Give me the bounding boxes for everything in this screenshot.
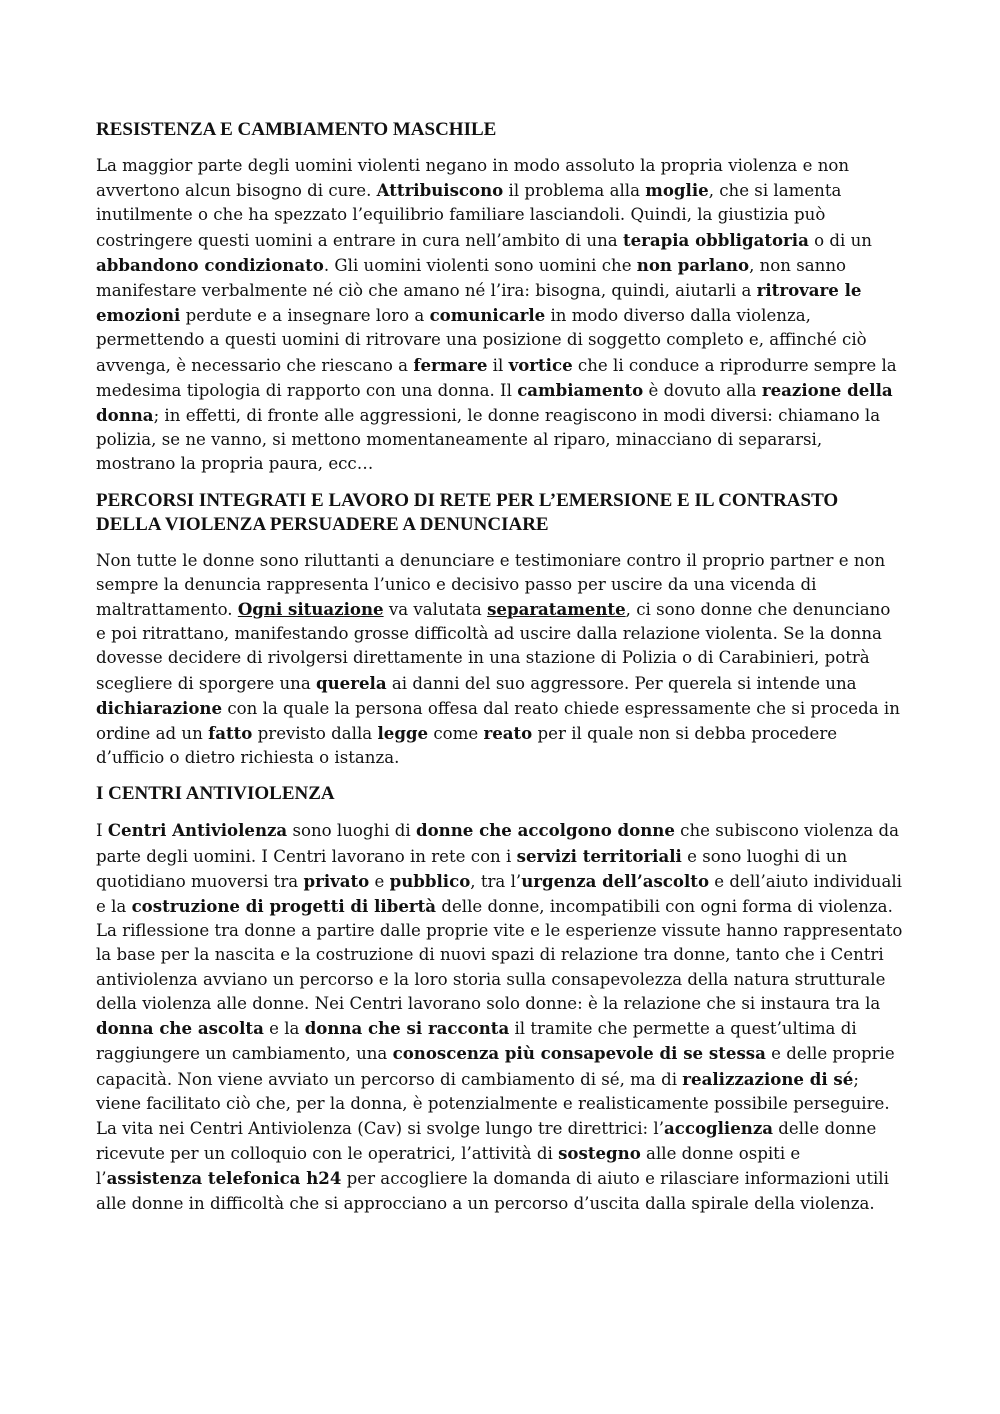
- bold-text: querela: [316, 672, 387, 693]
- text-run: , tra l’: [470, 871, 522, 891]
- text-run: o di un: [808, 230, 872, 250]
- text-run: e: [369, 871, 390, 891]
- bold-text: reato: [483, 723, 533, 744]
- bold-text: Centri Antiviolenza: [107, 820, 288, 841]
- bold-text: legge: [377, 723, 429, 744]
- text-run: delle donne, incompatibili con ogni forma di violenza. La riflessione tra donne a partire dalle proprie vite e le esperienze vissute hanno rappresentato la base per la nascita e la costruzione di nuovi spazi di relazione tra donne, tanto che i Centri antiviolenza avviano un percorso e la loro storia sulla consapevolezza della natura strutturale della violenza alle donne. Nei Centri lavorano solo donne: è la relazione che si instaura tra la: [96, 897, 903, 1013]
- bold-text: vortice: [508, 354, 573, 375]
- section-paragraph: [96, 549, 904, 771]
- text-run: il: [487, 355, 509, 375]
- bold-text: urgenza dell’ascolto: [521, 870, 710, 891]
- bold-text: non parlano: [636, 254, 750, 275]
- text-run: ; in effetti, di fronte alle aggressioni, le donne reagiscono in modi diversi: chiamano la polizia, se ne vanno, si mettono momentaneamente al riparo, minacciano di separarsi, mostrano la propria paura, ecc…: [96, 406, 881, 474]
- bold-text: ritrovare le emozioni: [96, 280, 862, 326]
- text-run: in modo diverso dalla violenza, permettendo a questi uomini di ritrovare una posizione di soggetto completo e, affinché ciò avvenga, è necessario che riescano a: [96, 306, 867, 375]
- text-run: il problema alla: [503, 181, 646, 201]
- text-run: delle donne ricevute per un colloquio con le operatrici, l’attività di: [96, 1118, 877, 1164]
- text-run: . Gli uomini violenti sono uomini che: [323, 255, 637, 275]
- text-run: e dell’aiuto individuali e la: [96, 871, 902, 917]
- text-run: ai danni del suo aggressore. Per querela si intende una: [386, 673, 857, 693]
- text-run: alle donne ospiti e l’: [96, 1144, 801, 1189]
- bold-text: servizi territoriali: [516, 845, 682, 866]
- bold-text: cambiamento: [517, 379, 644, 400]
- text-run: che li conduce a riprodurre sempre la medesima tipologia di rapporto con una donna. Il: [96, 355, 897, 400]
- text-run: come: [428, 724, 484, 744]
- bold-text: reazione della donna: [96, 379, 893, 426]
- text-run: che subiscono violenza da parte degli uomini. I Centri lavorano in rete con i: [96, 821, 900, 866]
- bold-text: pubblico: [389, 870, 471, 891]
- text-run: , non sanno manifestare verbalmente né ciò che amano né l’ira: bisogna, quindi, aiutarli a: [96, 255, 847, 301]
- bold-text: Attribuiscono: [376, 180, 504, 201]
- section-centri-antiviolenza: [96, 782, 904, 1215]
- text-run: con la quale la persona offesa dal reato chiede espressamente che si proceda in ordine ad un: [96, 698, 900, 744]
- text-run: va valutata: [383, 600, 488, 620]
- text-run: per accogliere la domanda di aiuto e rilasciare informazioni utili alle donne in difficoltà che si approcciano a un percorso d’uscita dalla spirale della violenza.: [96, 1169, 889, 1213]
- bold-text: privato: [303, 870, 370, 891]
- bold-text: fermare: [413, 354, 488, 375]
- text-run: Non tutte le donne sono riluttanti a denunciare e testimoniare contro il proprio partner e non sempre la denuncia rappresenta l’unico e decisivo passo per uscire da una vicenda di maltrattamento.: [96, 550, 886, 620]
- text-run: e sono luoghi di un quotidiano muoversi tra: [96, 846, 848, 891]
- text-run: ; viene facilitato ciò che, per la donna, è potenzialmente e realisticamente possibile perseguire. La vita nei Centri Antiviolenza (Cav) si svolge lungo tre direttrici: l’: [96, 1069, 890, 1138]
- bold-text: assistenza telefonica h24: [106, 1168, 342, 1189]
- text-run: , che si lamenta inutilmente o che ha spezzato l’equilibrio familiare lasciandoli. Quindi, la giustizia può costringere questi uomini a entrare in cura nell’ambito di una: [96, 181, 842, 250]
- underlined-bold-text: separatamente: [487, 599, 626, 620]
- section-percorsi-integrati: [96, 489, 904, 771]
- bold-text: donne che accolgono donne: [416, 820, 675, 841]
- bold-text: sostegno: [558, 1143, 641, 1164]
- text-run: , ci sono donne che denunciano e poi ritrattano, manifestando grosse difficoltà ad uscire dalla relazione violenta. Se la donna dovesse decidere di rivolgersi direttamente in una stazione di Polizia o di Carabinieri, potrà scegliere di sporgere una: [96, 600, 891, 693]
- text-run: e delle proprie capacità. Non viene avviato un percorso di cambiamento di sé, ma di: [96, 1044, 895, 1089]
- section-heading: I CENTRI ANTIVIOLENZA: [96, 783, 335, 805]
- bold-text: dichiarazione: [96, 697, 223, 718]
- document-page: [96, 118, 904, 1228]
- text-run: perdute e a insegnare loro a: [180, 306, 430, 326]
- bold-text: comunicarle: [429, 305, 546, 326]
- bold-text: fatto: [208, 723, 253, 744]
- bold-text: realizzazione di sé: [682, 1068, 854, 1089]
- text-run: per il quale non si debba procedere d’ufficio o dietro richiesta o istanza.: [96, 724, 838, 768]
- section-heading: RESISTENZA E CAMBIAMENTO MASCHILE: [96, 119, 497, 140]
- bold-text: accoglienza: [663, 1117, 774, 1138]
- text-run: La maggior parte degli uomini violenti negano in modo assoluto la propria violenza e non avvertono alcun bisogno di cure.: [96, 156, 850, 201]
- text-run: I: [96, 821, 108, 841]
- bold-text: donna che si racconta: [304, 1018, 510, 1039]
- underlined-bold-text: Ogni situazione: [237, 599, 384, 620]
- text-run: sono luoghi di: [287, 821, 416, 841]
- bold-text: terapia obbligatoria: [622, 229, 809, 250]
- text-run: e la: [263, 1019, 305, 1039]
- bold-text: costruzione di progetti di libertà: [131, 896, 437, 917]
- text-run: previsto dalla: [252, 724, 378, 744]
- section-resistenza: [96, 118, 904, 477]
- section-paragraph: [96, 818, 904, 1215]
- bold-text: abbandono condizionato: [96, 254, 324, 275]
- text-run: il tramite che permette a quest’ultima di raggiungere un cambiamento, una: [96, 1019, 857, 1064]
- section-heading: PERCORSI INTEGRATI E LAVORO DI RETE PER L’EMERSIONE E IL CONTRASTO DELLA VIOLENZA PERSUADERE A DENUNCIARE: [96, 489, 839, 535]
- text-run: è dovuto alla: [643, 380, 762, 400]
- section-paragraph: [96, 154, 904, 477]
- bold-text: donna che ascolta: [96, 1018, 264, 1039]
- bold-text: conoscenza più consapevole di se stessa: [392, 1043, 766, 1064]
- bold-text: moglie: [645, 180, 709, 201]
